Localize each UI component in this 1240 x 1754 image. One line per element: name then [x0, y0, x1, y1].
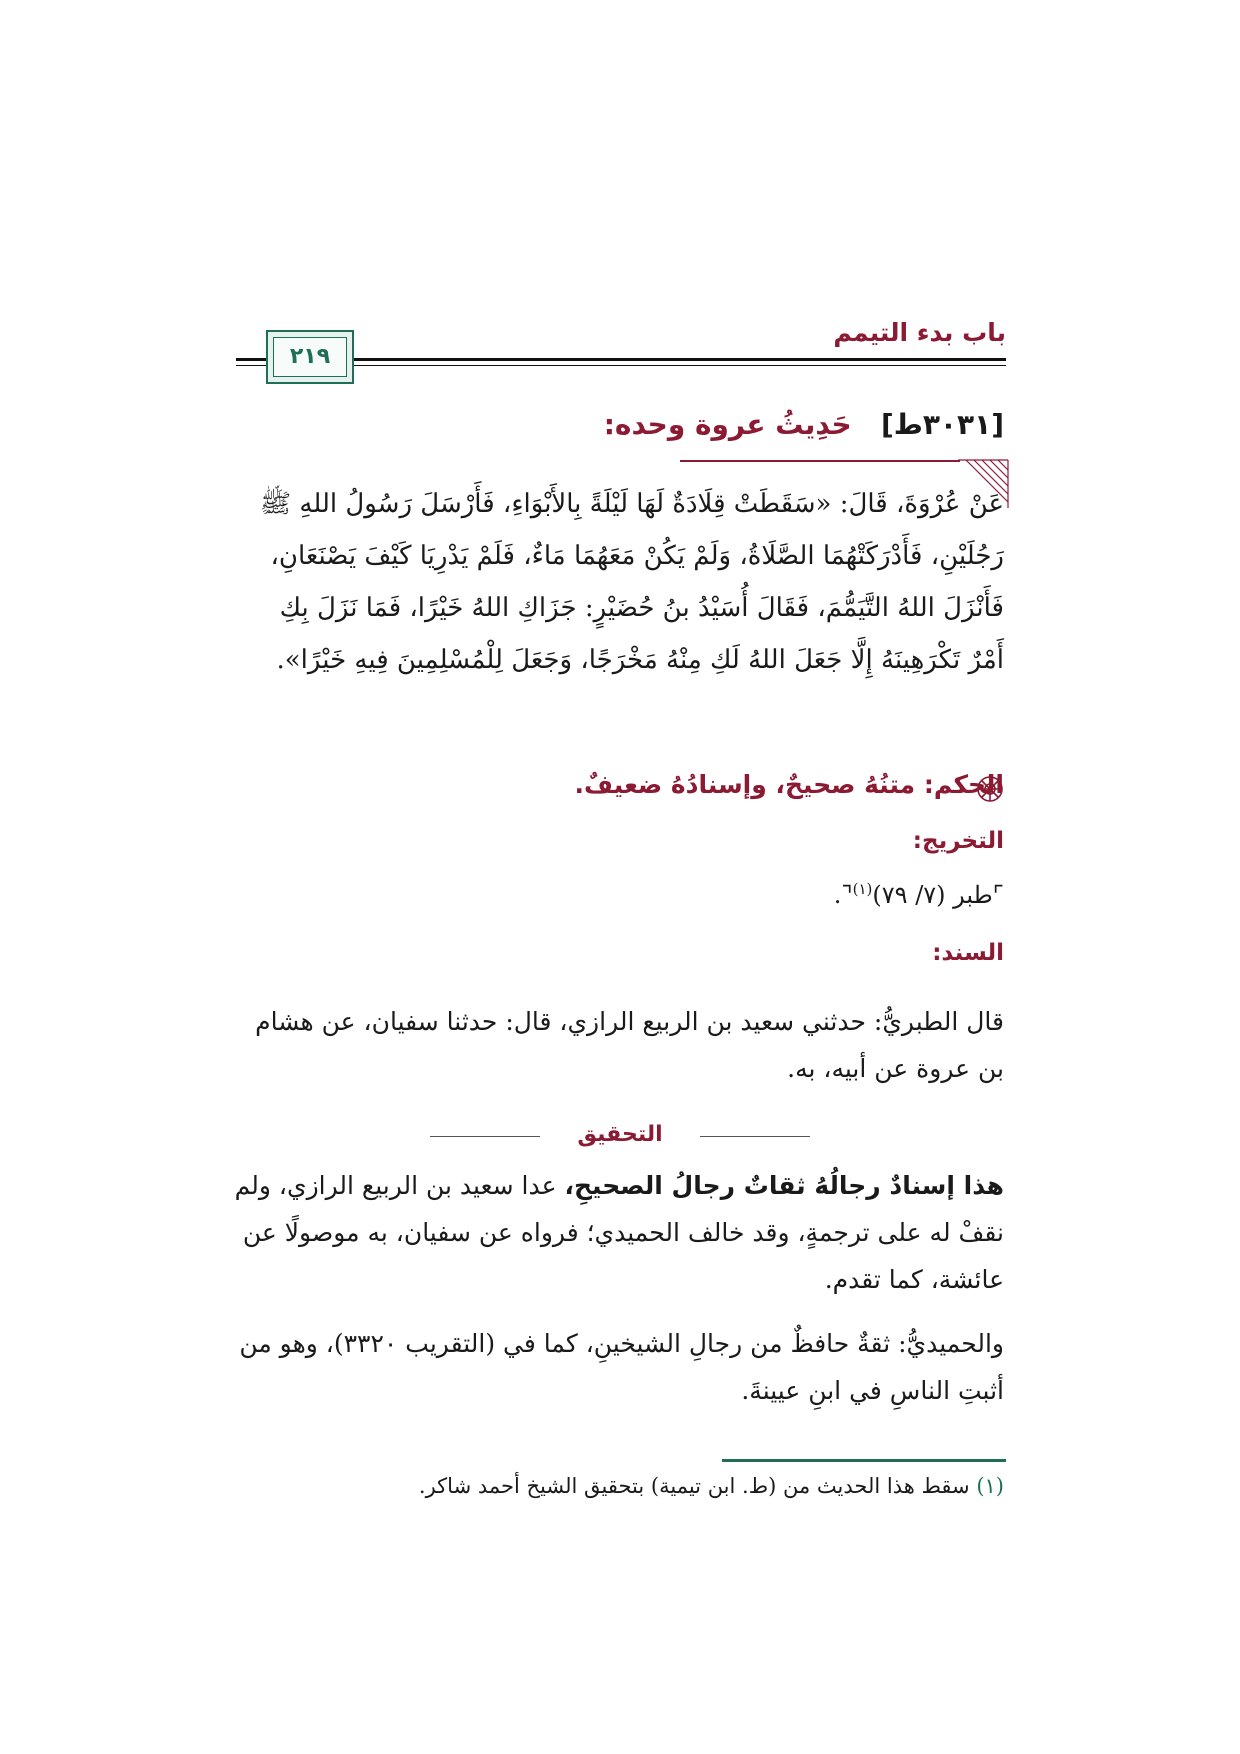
header-rule-right-bottom: [336, 365, 1006, 366]
takhrij-reference-line: [834, 880, 1004, 909]
hadith-text: عَنْ عُرْوَةَ، قَالَ: «سَقَطَتْ قِلَادَةٌ لَهَا لَيْلَةً بِالأَبْوَاءِ، فَأَرْسَلَ رَسُولُ اللهِ ﷺ رَجُلَيْنِ، فَأَدْرَكَتْهُمَا الصَّلَاةُ، وَلَمْ يَكُنْ مَعَهُمَا مَاءٌ، فَلَمْ يَدْرِيَا كَيْفَ يَصْنَعَانِ، فَأَنْزَلَ اللهُ التَّيَمُّمَ، فَقَالَ أُسَيْدُ بنُ حُضَيْرٍ: جَزَاكِ اللهُ خَيْرًا، فَمَا نَزَلَ بِكِ أَمْرٌ تَكْرَهِينَهُ إِلَّا جَعَلَ اللهُ لَكِ مِنْهُ مَخْرَجًا، وَجَعَلَ لِلْمُسْلِمِينَ فِيهِ خَيْرًا».: [259, 489, 1004, 675]
footnote-marker[interactable]: (١): [852, 880, 873, 898]
footnote: [419, 1474, 1004, 1498]
chapter-title: باب بدء التيمم: [833, 318, 1006, 347]
bracket-close-icon: ⌝.: [833, 881, 853, 909]
bracket-open-icon: ⌜: [992, 881, 1004, 909]
hadith-number: [٣٠٣١ط]: [880, 408, 1004, 441]
tahqiq-divider: [430, 1122, 810, 1152]
footnote-text: سقط هذا الحديث من (ط. ابن تيمية) بتحقيق الشيخ أحمد شاكر.: [418, 1474, 970, 1498]
page-number: ٢١٩: [289, 344, 331, 369]
tahqiq-heading: التحقيق: [577, 1122, 663, 1147]
takhrij-reference: طبر (٧/ ٧٩): [872, 881, 993, 909]
footnote-rule: [722, 1459, 1006, 1462]
header-rule-right-top: [336, 358, 1006, 361]
hadith-heading: [604, 408, 1004, 441]
hadith-title: حَدِيثُ عروة وحده:: [603, 408, 852, 441]
tahqiq-paragraph: [234, 1162, 1004, 1303]
tahqiq-lead: هذا إسنادٌ رجالُهُ ثقاتٌ رجالُ الصحيحِ،: [564, 1171, 1004, 1200]
sanad-label: السند:: [932, 940, 1004, 966]
badge-frame: [266, 330, 354, 384]
tahqiq-text: عدا سعيد بن الربيع الرازي، ولم نقفْ له على ترجمةٍ، وقد خالف الحميدي؛ فرواه عن سفيان، به موصولًا عن عائشة، كما تقدم.: [234, 1171, 1004, 1294]
humaydi-paragraph: والحميديُّ: ثقةٌ حافظٌ من رجالِ الشيخينِ، كما في (التقريب ٣٣٢٠)، وهو من أثبتِ الناسِ في ابنِ عيينةَ.: [239, 1329, 1004, 1405]
ruling-line: [574, 770, 1004, 799]
takhrij-label: التخريج:: [912, 828, 1004, 854]
heading-underline: [680, 460, 960, 462]
ruling-label: الحكم:: [923, 770, 1004, 799]
sanad-text: قال الطبريُّ: حدثني سعيد بن الربيع الرازي، قال: حدثنا سفيان، عن هشام بن عروة عن أبيه، به.: [255, 1007, 1004, 1083]
page-number-badge: [266, 330, 358, 388]
ruling-value: متنُهُ صحيحٌ، وإسنادُهُ ضعيفٌ.: [574, 770, 916, 799]
footnote-number: (١): [976, 1474, 1004, 1498]
